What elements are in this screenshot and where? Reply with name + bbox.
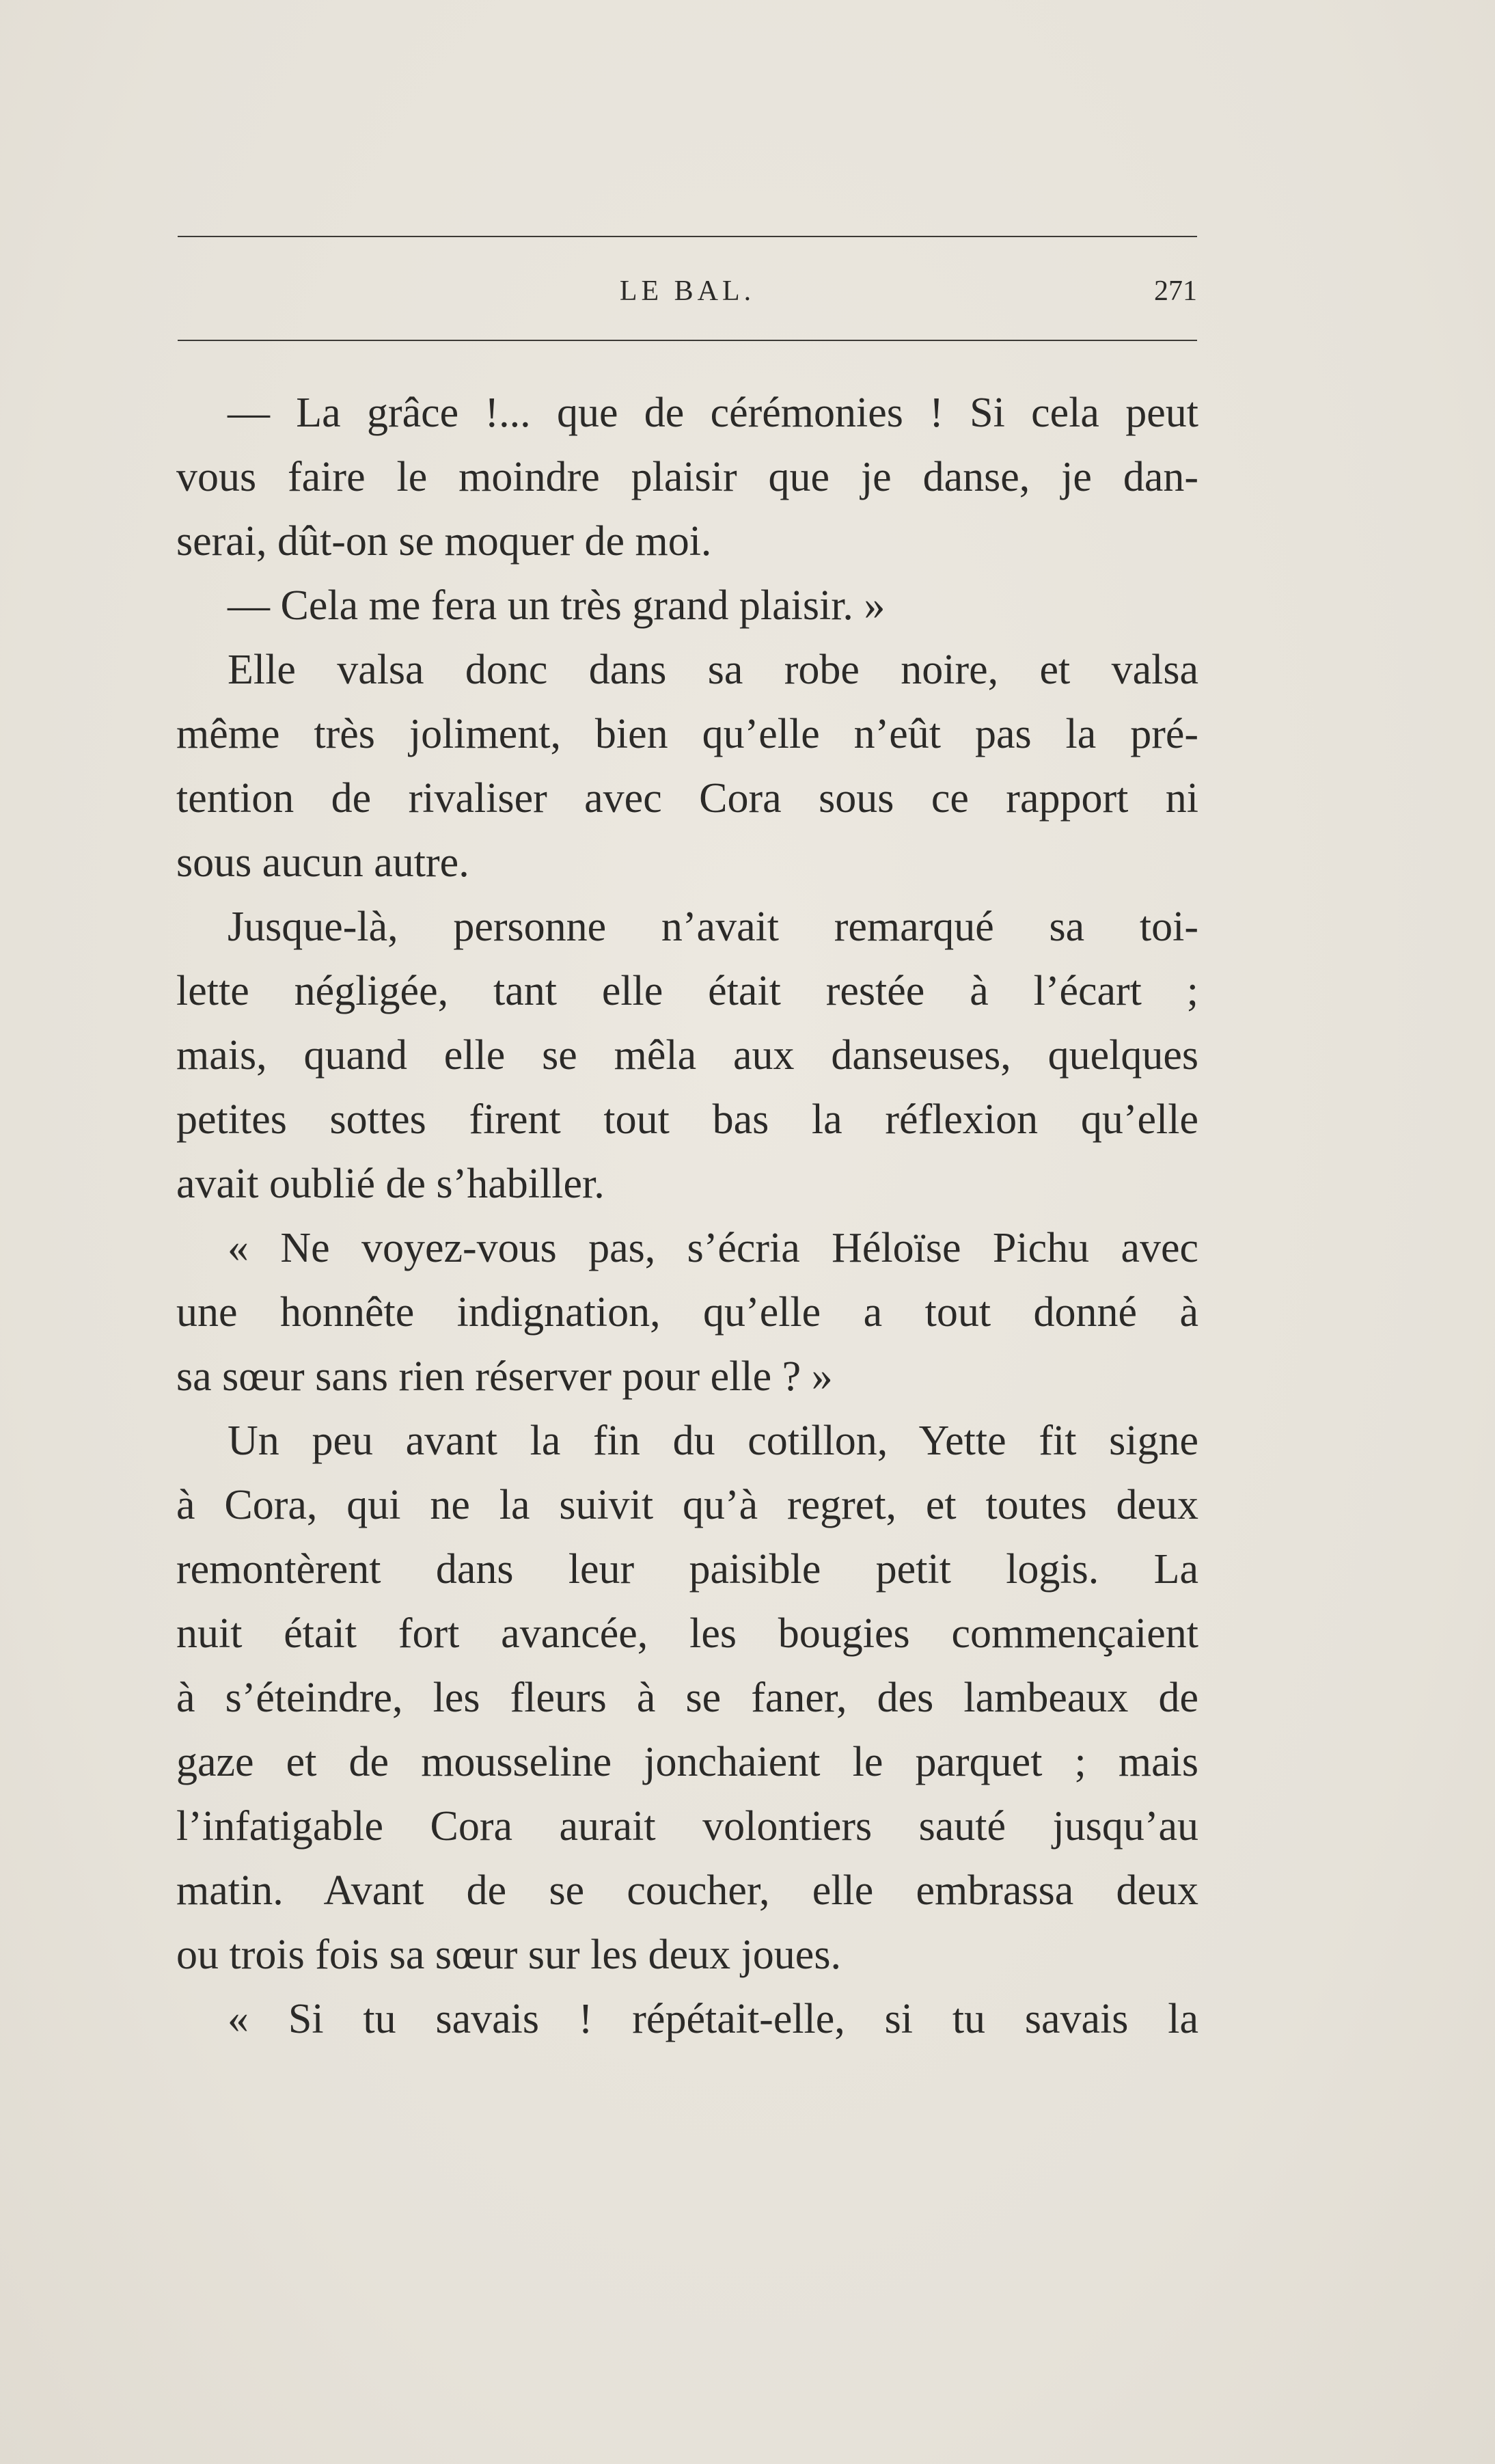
text-line: petites sottes firent tout bas la réflexion qu’elle [176,1096,1198,1143]
text-line: nuit était fort avancée, les bougies commençaient [176,1610,1198,1657]
text-line: tention de rivaliser avec Cora sous ce rapport ni [176,775,1198,822]
text-line: remontèrent dans leur paisible petit logis. La [176,1546,1198,1593]
text-line: « Si tu savais ! répétait-elle, si tu savais la [228,1996,1198,2042]
text-line: vous faire le moindre plaisir que je danse, je dan- [176,454,1198,500]
running-title: LE BAL. [619,275,756,307]
text-line: même très joliment, bien qu’elle n’eût pas la pré- [176,711,1198,757]
text-line: gaze et de mousseline jonchaient le parquet ; mais [176,1739,1198,1785]
running-header [178,271,1197,312]
text-line: lette négligée, tant elle était restée à l’écart ; [176,968,1198,1014]
text-line: — Cela me fera un très grand plaisir. » [228,582,886,629]
page-number: 271 [1154,275,1197,307]
text-line: ou trois fois sa sœur sur les deux joues. [176,1932,841,1978]
text-line: Jusque-là, personne n’avait remarqué sa toi- [228,904,1198,950]
header-rule-top [178,236,1197,237]
text-line: à Cora, qui ne la suivit qu’à regret, et toutes deux [176,1482,1198,1528]
text-line: avait oublié de s’habiller. [176,1161,605,1207]
text-line: serai, dût-on se moquer de moi. [176,518,712,565]
text-line: Un peu avant la fin du cotillon, Yette fit signe [228,1418,1198,1464]
text-line: — La grâce !... que de cérémonies ! Si cela peut [228,390,1198,436]
text-line: matin. Avant de se coucher, elle embrassa deux [176,1867,1198,1914]
text-line: Elle valsa donc dans sa robe noire, et valsa [228,647,1198,693]
text-line: sous aucun autre. [176,839,469,886]
text-line: à s’éteindre, les fleurs à se faner, des lambeaux de [176,1675,1198,1721]
text-line: l’infatigable Cora aurait volontiers sauté jusqu’au [176,1803,1198,1850]
text-line: mais, quand elle se mêla aux danseuses, quelques [176,1032,1198,1079]
header-rule-bottom [178,340,1197,341]
text-line: une honnête indignation, qu’elle a tout donné à [176,1289,1198,1336]
text-line: « Ne voyez-vous pas, s’écria Héloïse Pichu avec [228,1225,1198,1271]
text-line: sa sœur sans rien réserver pour elle ? » [176,1353,833,1400]
body-text [176,381,1198,2051]
